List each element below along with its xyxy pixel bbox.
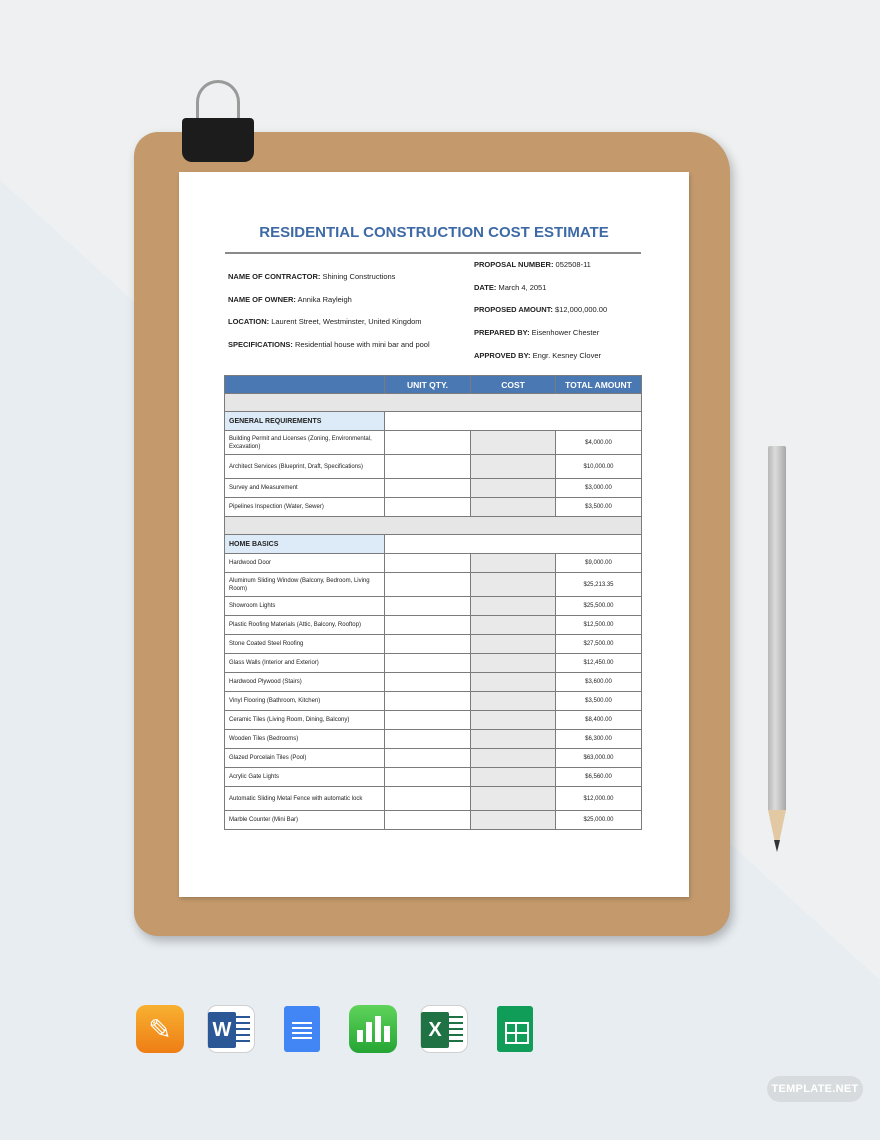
watermark-badge: TEMPLATE.NET xyxy=(767,1076,863,1102)
date-line: DATE: March 4, 2051 xyxy=(474,282,547,292)
cost-estimate-table xyxy=(224,375,642,830)
item-description: Plastic Roofing Materials (Attic, Balcony, Rooftop) xyxy=(225,616,385,635)
table-row xyxy=(225,654,642,673)
item-total-amount: $3,600.00 xyxy=(556,673,642,692)
estimate-document xyxy=(179,172,689,897)
item-description: Glass Walls (Interior and Exterior) xyxy=(225,654,385,673)
item-description: Glazed Porcelain Tiles (Pool) xyxy=(225,749,385,768)
approved-by-line: APPROVED BY: Engr. Kesney Clover xyxy=(474,350,602,360)
item-cost xyxy=(471,616,556,635)
table-row xyxy=(225,811,642,830)
pencil-icon xyxy=(768,446,786,810)
item-description: Acrylic Gate Lights xyxy=(225,768,385,787)
item-cost xyxy=(471,768,556,787)
item-unit-qty xyxy=(385,811,471,830)
table-body xyxy=(225,394,642,830)
item-total-amount: $27,500.00 xyxy=(556,635,642,654)
item-unit-qty xyxy=(385,673,471,692)
proposal-number-line: PROPOSAL NUMBER: 052508-11 xyxy=(474,260,591,269)
location-line: LOCATION: Laurent Street, Westminster, United Kingdom xyxy=(228,317,422,327)
item-total-amount: $25,500.00 xyxy=(556,597,642,616)
item-unit-qty xyxy=(385,692,471,711)
item-cost xyxy=(471,498,556,517)
table-row xyxy=(225,711,642,730)
table-row xyxy=(225,673,642,692)
section-header-row xyxy=(225,412,642,431)
item-unit-qty xyxy=(385,616,471,635)
item-cost xyxy=(471,749,556,768)
item-description: Architect Services (Blueprint, Draft, Specifications) xyxy=(225,455,385,479)
item-total-amount: $12,450.00 xyxy=(556,654,642,673)
title-divider xyxy=(225,252,641,254)
info-right-column xyxy=(474,260,674,373)
table-row xyxy=(225,498,642,517)
item-total-amount: $9,000.00 xyxy=(556,554,642,573)
section-label: HOME BASICS xyxy=(225,535,385,554)
table-row xyxy=(225,692,642,711)
item-description: Pipelines Inspection (Water, Sewer) xyxy=(225,498,385,517)
item-cost xyxy=(471,455,556,479)
item-unit-qty xyxy=(385,479,471,498)
item-unit-qty xyxy=(385,573,471,597)
item-description: Marble Counter (Mini Bar) xyxy=(225,811,385,830)
header-description xyxy=(225,376,385,394)
item-cost xyxy=(471,730,556,749)
item-description: Aluminum Sliding Window (Balcony, Bedroom, Living Room) xyxy=(225,573,385,597)
section-label: GENERAL REQUIREMENTS xyxy=(225,412,385,431)
table-spacer-row xyxy=(225,394,642,412)
item-cost xyxy=(471,597,556,616)
item-unit-qty xyxy=(385,635,471,654)
item-total-amount: $63,000.00 xyxy=(556,749,642,768)
info-left-column xyxy=(228,272,473,363)
item-total-amount: $3,000.00 xyxy=(556,479,642,498)
item-total-amount: $6,300.00 xyxy=(556,730,642,749)
section-blank-cell xyxy=(385,412,642,431)
item-unit-qty xyxy=(385,455,471,479)
item-unit-qty xyxy=(385,787,471,811)
item-total-amount: $25,213.35 xyxy=(556,573,642,597)
google-docs-icon[interactable] xyxy=(278,1005,326,1053)
table-row xyxy=(225,635,642,654)
numbers-icon[interactable] xyxy=(349,1005,397,1053)
item-cost xyxy=(471,635,556,654)
item-cost xyxy=(471,554,556,573)
binder-clip-icon xyxy=(182,118,254,162)
item-unit-qty xyxy=(385,730,471,749)
item-cost xyxy=(471,573,556,597)
spacer-cell xyxy=(225,517,642,535)
item-total-amount: $3,500.00 xyxy=(556,692,642,711)
item-cost xyxy=(471,673,556,692)
spacer-cell xyxy=(225,394,642,412)
item-total-amount: $12,500.00 xyxy=(556,616,642,635)
item-cost xyxy=(471,711,556,730)
table-row xyxy=(225,616,642,635)
item-description: Building Permit and Licenses (Zoning, Environmental, Excavation) xyxy=(225,431,385,455)
header-unit-qty: UNIT QTY. xyxy=(385,376,471,394)
table-spacer-row xyxy=(225,517,642,535)
item-description: Showroom Lights xyxy=(225,597,385,616)
item-total-amount: $4,000.00 xyxy=(556,431,642,455)
table-row xyxy=(225,554,642,573)
specifications-line: SPECIFICATIONS: Residential house with mini bar and pool xyxy=(228,340,430,350)
pencil-lead xyxy=(774,840,780,852)
item-unit-qty xyxy=(385,749,471,768)
excel-icon[interactable]: X xyxy=(420,1005,468,1053)
item-unit-qty xyxy=(385,554,471,573)
owner-line: NAME OF OWNER: Annika Rayleigh xyxy=(228,294,352,304)
section-header-row xyxy=(225,535,642,554)
item-total-amount: $6,560.00 xyxy=(556,768,642,787)
section-blank-cell xyxy=(385,535,642,554)
table-row xyxy=(225,787,642,811)
item-unit-qty xyxy=(385,768,471,787)
table-row xyxy=(225,455,642,479)
item-total-amount: $3,500.00 xyxy=(556,498,642,517)
item-unit-qty xyxy=(385,597,471,616)
table-row xyxy=(225,768,642,787)
item-unit-qty xyxy=(385,431,471,455)
item-cost xyxy=(471,479,556,498)
item-cost xyxy=(471,654,556,673)
item-description: Automatic Sliding Metal Fence with automatic lock xyxy=(225,787,385,811)
table-row xyxy=(225,573,642,597)
item-unit-qty xyxy=(385,498,471,517)
item-cost xyxy=(471,692,556,711)
item-cost xyxy=(471,431,556,455)
item-unit-qty xyxy=(385,654,471,673)
proposed-amount-line: PROPOSED AMOUNT: $12,000,000.00 xyxy=(474,305,608,315)
item-description: Stone Coated Steel Roofing xyxy=(225,635,385,654)
item-description: Survey and Measurement xyxy=(225,479,385,498)
item-total-amount: $10,000.00 xyxy=(556,455,642,479)
item-unit-qty xyxy=(385,711,471,730)
item-total-amount: $8,400.00 xyxy=(556,711,642,730)
word-icon[interactable]: W xyxy=(207,1005,255,1053)
item-description: Hardwood Plywood (Stairs) xyxy=(225,673,385,692)
item-description: Wooden Tiles (Bedrooms) xyxy=(225,730,385,749)
table-row xyxy=(225,479,642,498)
item-total-amount: $12,000.00 xyxy=(556,787,642,811)
contractor-line: NAME OF CONTRACTOR: Shining Constructions xyxy=(228,272,396,281)
pages-icon[interactable]: ✎ xyxy=(136,1005,184,1053)
table-row xyxy=(225,431,642,455)
document-title: RESIDENTIAL CONSTRUCTION COST ESTIMATE xyxy=(259,224,609,241)
table-row xyxy=(225,749,642,768)
item-cost xyxy=(471,811,556,830)
item-description: Vinyl Flooring (Bathroom, Kitchen) xyxy=(225,692,385,711)
google-sheets-icon[interactable] xyxy=(491,1005,539,1053)
table-header-row xyxy=(225,376,642,394)
item-cost xyxy=(471,787,556,811)
item-description: Ceramic Tiles (Living Room, Dining, Balcony) xyxy=(225,711,385,730)
app-icons-row xyxy=(136,1005,539,1053)
prepared-by-line: PREPARED BY: Eisenhower Chester xyxy=(474,328,600,338)
header-cost: COST xyxy=(471,376,556,394)
header-total-amount: TOTAL AMOUNT xyxy=(556,376,642,394)
item-total-amount: $25,000.00 xyxy=(556,811,642,830)
table-row xyxy=(225,597,642,616)
item-description: Hardwood Door xyxy=(225,554,385,573)
table-row xyxy=(225,730,642,749)
